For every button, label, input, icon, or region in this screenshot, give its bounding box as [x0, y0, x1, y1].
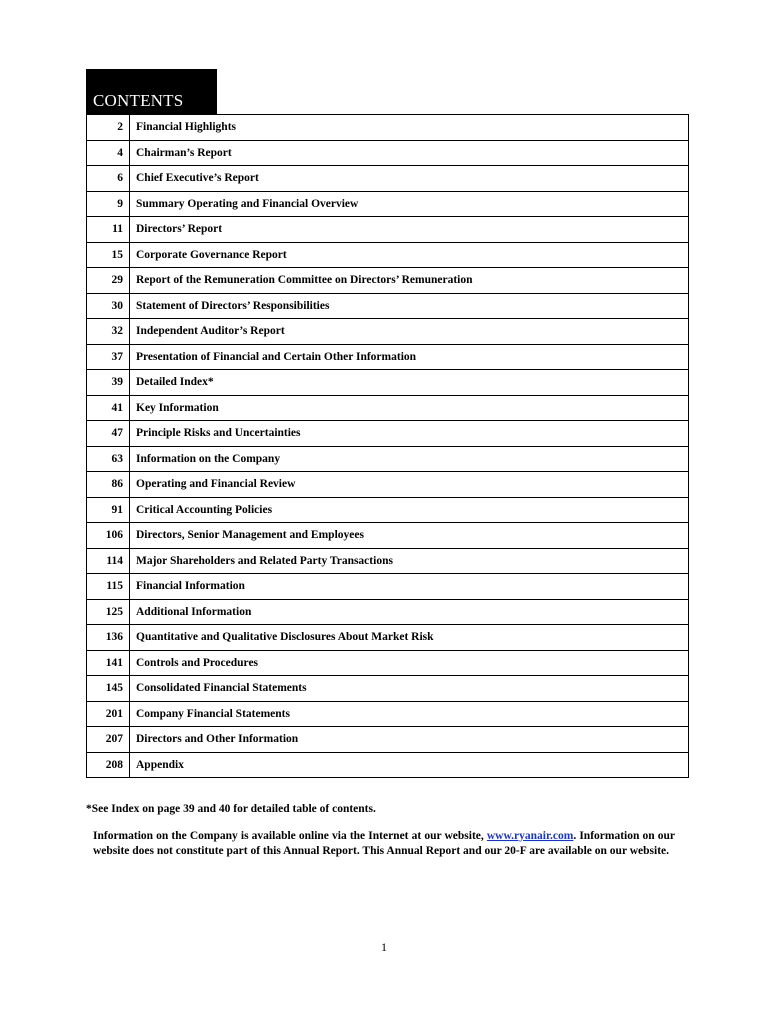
toc-page-number: 47: [87, 421, 130, 447]
toc-entry-title: Major Shareholders and Related Party Transactions: [130, 548, 689, 574]
toc-page-number: 145: [87, 676, 130, 702]
toc-row: [87, 217, 689, 243]
toc-entry-title: Directors and Other Information: [130, 727, 689, 753]
toc-row: [87, 370, 689, 396]
toc-page-number: 39: [87, 370, 130, 396]
toc-page-number: 86: [87, 472, 130, 498]
toc-row: [87, 650, 689, 676]
website-info-paragraph: [93, 829, 675, 858]
toc-row: [87, 752, 689, 778]
toc-entry-title: Principle Risks and Uncertainties: [130, 421, 689, 447]
toc-page-number: 207: [87, 727, 130, 753]
toc-row: [87, 395, 689, 421]
toc-page-number: 63: [87, 446, 130, 472]
toc-entry-title: Detailed Index*: [130, 370, 689, 396]
toc-row: [87, 574, 689, 600]
toc-entry-title: Company Financial Statements: [130, 701, 689, 727]
toc-page-number: 15: [87, 242, 130, 268]
toc-entry-title: Quantitative and Qualitative Disclosures About Market Risk: [130, 625, 689, 651]
toc-page-number: 6: [87, 166, 130, 192]
toc-page-number: 201: [87, 701, 130, 727]
toc-entry-title: Financial Information: [130, 574, 689, 600]
toc-row: [87, 268, 689, 294]
toc-row: [87, 191, 689, 217]
toc-row: [87, 701, 689, 727]
toc-entry-title: Presentation of Financial and Certain Other Information: [130, 344, 689, 370]
toc-entry-title: Key Information: [130, 395, 689, 421]
toc-entry-title: Directors, Senior Management and Employees: [130, 523, 689, 549]
toc-entry-title: Additional Information: [130, 599, 689, 625]
toc-body: [87, 115, 689, 778]
toc-row: [87, 293, 689, 319]
toc-page-number: 115: [87, 574, 130, 600]
toc-row: [87, 344, 689, 370]
toc-page-number: 91: [87, 497, 130, 523]
toc-page-number: 208: [87, 752, 130, 778]
toc-row: [87, 548, 689, 574]
toc-row: [87, 523, 689, 549]
toc-row: [87, 319, 689, 345]
toc-entry-title: Information on the Company: [130, 446, 689, 472]
toc-row: [87, 472, 689, 498]
toc-row: [87, 727, 689, 753]
toc-page-number: 29: [87, 268, 130, 294]
toc-page-number: 2: [87, 115, 130, 141]
toc-entry-title: Summary Operating and Financial Overview: [130, 191, 689, 217]
toc-page-number: 4: [87, 140, 130, 166]
toc-row: [87, 446, 689, 472]
info-text-before-link: Information on the Company is available online via the Internet at our website,: [93, 830, 487, 842]
toc-entry-title: Critical Accounting Policies: [130, 497, 689, 523]
toc-entry-title: Chief Executive’s Report: [130, 166, 689, 192]
toc-row: [87, 140, 689, 166]
toc-entry-title: Operating and Financial Review: [130, 472, 689, 498]
toc-table: [86, 114, 689, 778]
toc-page-number: 41: [87, 395, 130, 421]
info-text-after-link: . Information on our website does not constitute part of this Annual Report. This Annual Report and our 20-F are available on our website.: [93, 830, 676, 857]
toc-row: [87, 599, 689, 625]
toc-page-number: 9: [87, 191, 130, 217]
toc-entry-title: Chairman’s Report: [130, 140, 689, 166]
contents-title: CONTENTS: [93, 91, 184, 110]
website-link[interactable]: www.ryanair.com: [486, 830, 574, 842]
toc-row: [87, 115, 689, 141]
toc-page-number: 32: [87, 319, 130, 345]
toc-entry-title: Financial Highlights: [130, 115, 689, 141]
toc-row: [87, 421, 689, 447]
toc-entry-title: Report of the Remuneration Committee on Directors’ Remuneration: [130, 268, 689, 294]
toc-entry-title: Corporate Governance Report: [130, 242, 689, 268]
toc-entry-title: Controls and Procedures: [130, 650, 689, 676]
toc-row: [87, 166, 689, 192]
index-footnote: *See Index on page 39 and 40 for detailed table of contents.: [86, 803, 376, 815]
toc-entry-title: Statement of Directors’ Responsibilities: [130, 293, 689, 319]
page-number: 1: [381, 940, 387, 954]
toc-entry-title: Appendix: [130, 752, 689, 778]
toc-row: [87, 242, 689, 268]
toc-page-number: 30: [87, 293, 130, 319]
toc-entry-title: Consolidated Financial Statements: [130, 676, 689, 702]
toc-row: [87, 497, 689, 523]
contents-header: [86, 69, 217, 115]
toc-row: [87, 676, 689, 702]
toc-page-number: 141: [87, 650, 130, 676]
toc-page-number: 11: [87, 217, 130, 243]
toc-row: [87, 625, 689, 651]
toc-entry-title: Independent Auditor’s Report: [130, 319, 689, 345]
toc-page-number: 37: [87, 344, 130, 370]
toc-page-number: 114: [87, 548, 130, 574]
toc-page-number: 106: [87, 523, 130, 549]
toc-page-number: 125: [87, 599, 130, 625]
toc-entry-title: Directors’ Report: [130, 217, 689, 243]
toc-page-number: 136: [87, 625, 130, 651]
